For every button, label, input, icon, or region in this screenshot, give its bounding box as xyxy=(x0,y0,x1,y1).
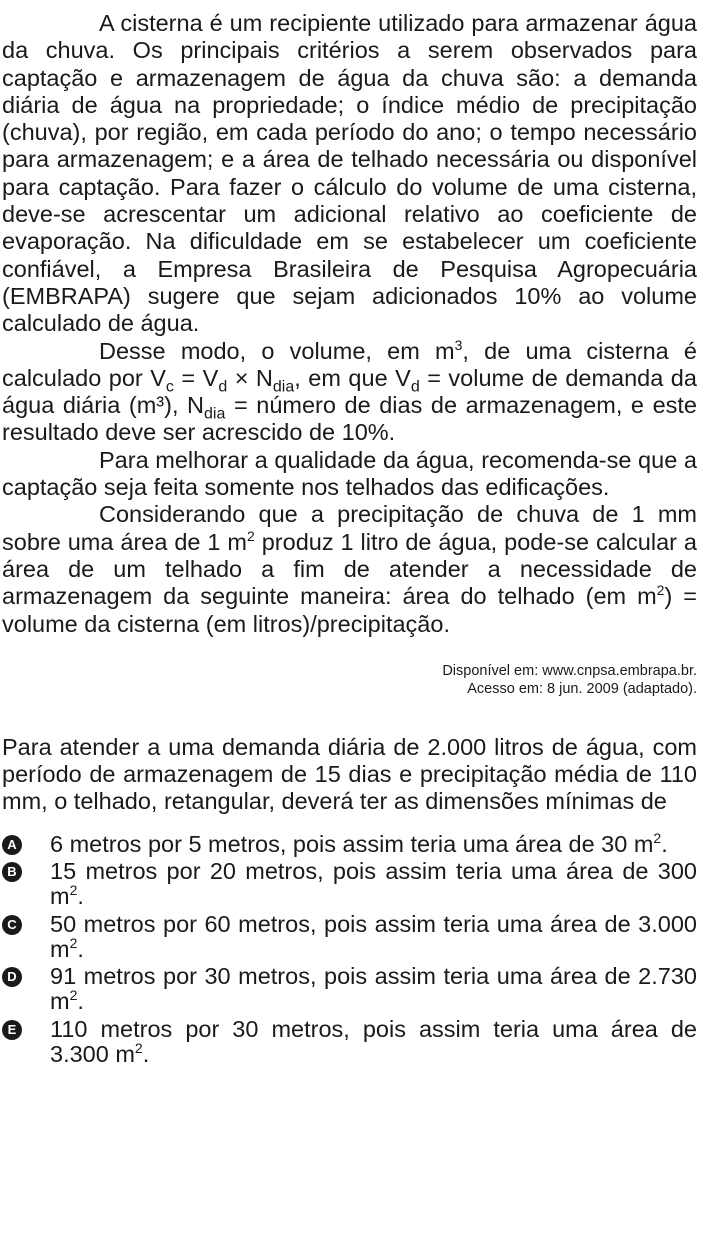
option-c-body: 50 metros por 60 metros, pois assim teria uma área de 3.000 m xyxy=(50,910,697,962)
option-d[interactable] xyxy=(2,964,697,1014)
option-c-end: . xyxy=(77,935,84,962)
question-stem-text: Para atender a uma demanda diária de 2.000 litros de água, com período de armazenagem de 15 dias e precipitação média de 110 mm, o telhado, retangular, deverá ter as dimensões mínimas de xyxy=(2,733,697,815)
source-citation xyxy=(2,662,697,698)
paragraph-volume-formula xyxy=(2,338,697,447)
option-e[interactable] xyxy=(2,1017,697,1067)
p2-sub-dia2: dia xyxy=(204,405,226,423)
option-d-letter-icon: D xyxy=(2,967,22,987)
option-b-body: 15 metros por 20 metros, pois assim teria uma área de 300 m xyxy=(50,858,697,910)
p4-text-c: ) = volume da cisterna (em litros)/precipitação. xyxy=(2,583,697,637)
p4-sup-1: 2 xyxy=(247,527,255,544)
option-e-sup: 2 xyxy=(134,1039,143,1056)
source-line-1: Disponível em: www.cnpsa.embrapa.br. xyxy=(442,662,697,679)
option-a-end: . xyxy=(661,830,668,857)
paragraph-roof-area xyxy=(2,501,697,637)
option-e-body: 110 metros por 30 metros, pois assim teria uma área de 3.300 m xyxy=(50,1015,697,1067)
question-stem xyxy=(2,734,697,816)
p4-text-a: Considerando que a precipitação de chuva de 1 mm sobre uma área de 1 m xyxy=(2,501,697,555)
option-a[interactable] xyxy=(2,829,697,857)
p2-text-b: , de uma cisterna é calculado por V xyxy=(2,337,697,391)
option-c-text xyxy=(50,912,697,962)
option-b[interactable] xyxy=(2,859,697,909)
p4-sup-2: 2 xyxy=(656,582,665,599)
option-d-text xyxy=(50,964,697,1014)
option-c-letter-icon: C xyxy=(2,915,22,935)
p2-sup-cubic: 3 xyxy=(454,336,463,353)
option-d-body: 91 metros por 30 metros, pois assim teria uma área de 2.730 m xyxy=(50,963,697,1015)
p2-sub-d2: d xyxy=(410,378,420,396)
paragraph-intro-text: A cisterna é um recipiente utilizado para armazenar água da chuva. Os principais critérios a serem observados para captação e armazenagem de água da chuva são: a demanda diária de água na propriedade; o índice médio de precipitação (chuva), por região, em cada período do ano; o tempo necessário para armazenagem; e a área de telhado necessária ou disponível para captação. Para fazer o cálculo do volume de uma cisterna, deve-se acrescentar um adicional relativo ao coeficiente de evaporação. Na dificuldade em se estabelecer um coeficiente confiável, a Empresa Brasileira de Pesquisa Agropecuária (EMBRAPA) sugere que sejam adicionados 10% ao volume calculado de água. xyxy=(2,10,697,337)
option-b-text xyxy=(50,859,697,909)
p4-text-b: produz 1 litro de água, pode-se calcular a área de um telhado a fim de atender a necessidade de armazenagem da seguinte maneira: área do telhado (em m xyxy=(2,528,697,610)
p2-text-g: = número de dias de armazenagem, e este resultado deve ser acrescido de 10%. xyxy=(2,392,697,446)
paragraph-quality-text: Para melhorar a qualidade da água, recomenda-se que a captação seja feita somente nos telhados das edificações. xyxy=(2,446,697,501)
option-a-letter-icon: A xyxy=(2,835,22,855)
answer-options xyxy=(2,829,697,1067)
paragraph-quality xyxy=(2,447,697,502)
option-a-sup: 2 xyxy=(653,829,662,846)
option-e-end: . xyxy=(142,1040,150,1067)
source-line-2: Acesso em: 8 jun. 2009 (adaptado). xyxy=(467,680,697,697)
option-a-body: 6 metros por 5 metros, pois assim teria uma área de 30 m xyxy=(50,830,654,857)
p2-text-d: × N xyxy=(227,364,273,391)
option-d-sup: 2 xyxy=(69,987,78,1004)
option-c-sup: 2 xyxy=(69,934,78,951)
p2-text-e: , em que V xyxy=(294,364,411,391)
option-c[interactable] xyxy=(2,912,697,962)
p2-sub-c: c xyxy=(165,378,174,396)
p2-text-a: Desse modo, o volume, em m xyxy=(99,337,455,364)
option-b-end: . xyxy=(77,883,84,910)
option-b-letter-icon: B xyxy=(2,862,22,882)
p2-sub-dia1: dia xyxy=(272,378,295,396)
p2-text-f: = volume de demanda da água diária (m³), N xyxy=(2,364,697,419)
p2-text-c: = V xyxy=(173,364,219,391)
option-a-text xyxy=(50,829,697,857)
paragraph-intro xyxy=(2,10,697,338)
option-e-letter-icon: E xyxy=(2,1020,22,1040)
p2-sub-d1: d xyxy=(218,378,228,396)
option-e-text xyxy=(50,1017,697,1067)
option-b-sup: 2 xyxy=(69,882,78,899)
option-d-end: . xyxy=(77,988,84,1015)
